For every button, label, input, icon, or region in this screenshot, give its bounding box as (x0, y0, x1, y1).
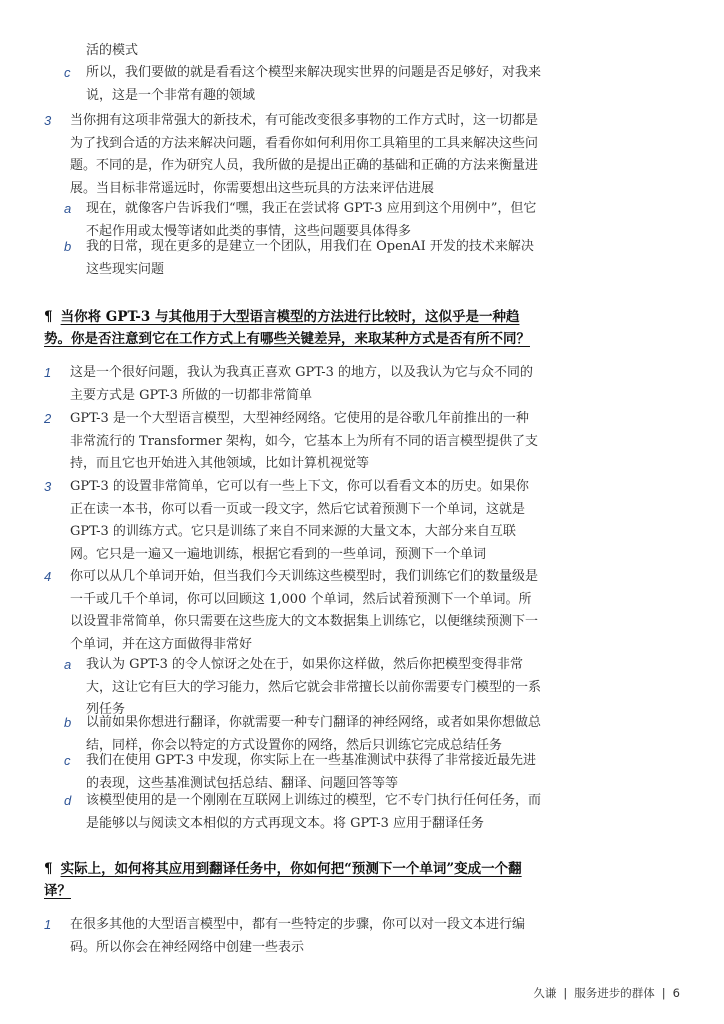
question-heading (44, 306, 544, 350)
list-label: b (64, 715, 72, 730)
footer-title: 服务进步的群体 (574, 986, 655, 1000)
list-number: 2 (44, 411, 52, 426)
list-number: 4 (44, 569, 52, 584)
list-text: GPT-3 的设置非常简单，它可以有一些上下文，你可以看看文本的历史。如果你正在读一本书，你可以看一页或一段文字，然后它试着预测下一个单词，这就是 GPT-3 的训练方式。它只是训练了来自不同来源的大量文本，大部分来自互联网。它只是一遍又一遍地训练，根据它看到的一些单词，预测下一个单词 (70, 479, 529, 562)
list-label: d (64, 793, 72, 808)
list-text: 在很多其他的大型语言模型中，都有一些特定的步骤，你可以对一段文本进行编码。所以你会在神经网络中创建一些表示 (70, 917, 526, 955)
list-number: 1 (44, 365, 52, 380)
list-text: 我认为 GPT-3 的令人惊讶之处在于，如果你这样做，然后你把模型变得非常大，这让它有巨大的学习能力，然后它就会非常擅长以前你需要专门模型的一系列任务 (86, 657, 542, 717)
list-label: c (64, 753, 71, 768)
list-text: 以前如果你想进行翻译，你就需要一种专门翻译的神经网络，或者如果你想做总结，同样，你会以特定的方式设置你的网络，然后只训练它完成总结任务 (86, 715, 542, 753)
page-footer (533, 985, 680, 1001)
list-text: GPT-3 是一个大型语言模型，大型神经网络。它使用的是谷歌几年前推出的一种非常流行的 Transformer 架构，如今，它基本上为所有不同的语言模型提供了支持，而且它也开始进入其他领域，比如计算机视觉等 (70, 411, 539, 471)
list-label: a (64, 657, 72, 672)
question-heading (44, 858, 544, 902)
list-number: 1 (44, 917, 52, 932)
pilcrow-icon: ¶ (44, 861, 53, 877)
list-number: 3 (44, 479, 52, 494)
list-number: 3 (44, 113, 52, 128)
page-number: 6 (672, 986, 680, 1000)
list-text: 当你拥有这项非常强大的新技术，有可能改变很多事物的工作方式时，这一切都是为了找到合适的方法来解决问题，看看你如何利用你工具箱里的工具来解决这些问题。不同的是，作为研究人员，我所做的是提出正确的基础和正确的方法来衡量进展。当目标非常遥远时，你需要想出这些玩具的方法来评估进展 (70, 113, 539, 196)
list-text: 我们在使用 GPT-3 中发现，你实际上在一些基准测试中获得了非常接近最先进的表现，这些基准测试包括总结、翻译、问题回答等等 (86, 753, 537, 791)
list-text: 该模型使用的是一个刚刚在互联网上训练过的模型，它不专门执行任何任务，而是能够以与阅读文本相似的方式再现文本。将 GPT-3 应用于翻译任务 (86, 793, 542, 831)
question-text: 当你将 GPT-3 与其他用于大型语言模型的方法进行比较时，这似乎是一种趋势。你是否注意到它在工作方式上有哪些关键差异，来取某种方式是否有所不同？ (44, 309, 530, 347)
list-label: b (64, 239, 72, 254)
list-label: a (64, 201, 72, 216)
footer-separator: | (563, 986, 568, 1000)
list-label: c (64, 65, 71, 80)
footer-author: 久谦 (533, 986, 557, 1000)
footer-separator: | (661, 986, 666, 1000)
list-text: 现在，就像客户告诉我们“嘿，我正在尝试将 GPT-3 应用到这个用例中”，但它不起作用或太慢等诸如此类的事情，这些问题要具体得多 (86, 201, 537, 239)
list-text: 你可以从几个单词开始，但当我们今天训练这些模型时，我们训练它们的数量级是一千或几千个单词，你可以回顾这 1,000 个单词，然后试着预测下一个单词。所以设置非常简单，你只需要在这些庞大的文本数据集上训练它，以便继续预测下一个单词，并在这方面做得非常好 (70, 569, 539, 652)
question-text: 实际上，如何将其应用到翻译任务中，你如何把“预测下一个单词”变成一个翻译？ (44, 861, 522, 899)
continued-text-body: 活的模式 (86, 43, 139, 58)
pilcrow-icon: ¶ (44, 309, 53, 325)
list-text: 所以，我们要做的就是看看这个模型来解决现实世界的问题是否足够好，对我来说，这是一个非常有趣的领域 (86, 65, 542, 103)
list-text: 这是一个很好问题，我认为我真正喜欢 GPT-3 的地方，以及我认为它与众不同的主要方式是 GPT-3 所做的一切都非常简单 (70, 365, 534, 403)
list-text: 我的日常，现在更多的是建立一个团队，用我们在 OpenAI 开发的技术来解决这些现实问题 (86, 239, 534, 277)
